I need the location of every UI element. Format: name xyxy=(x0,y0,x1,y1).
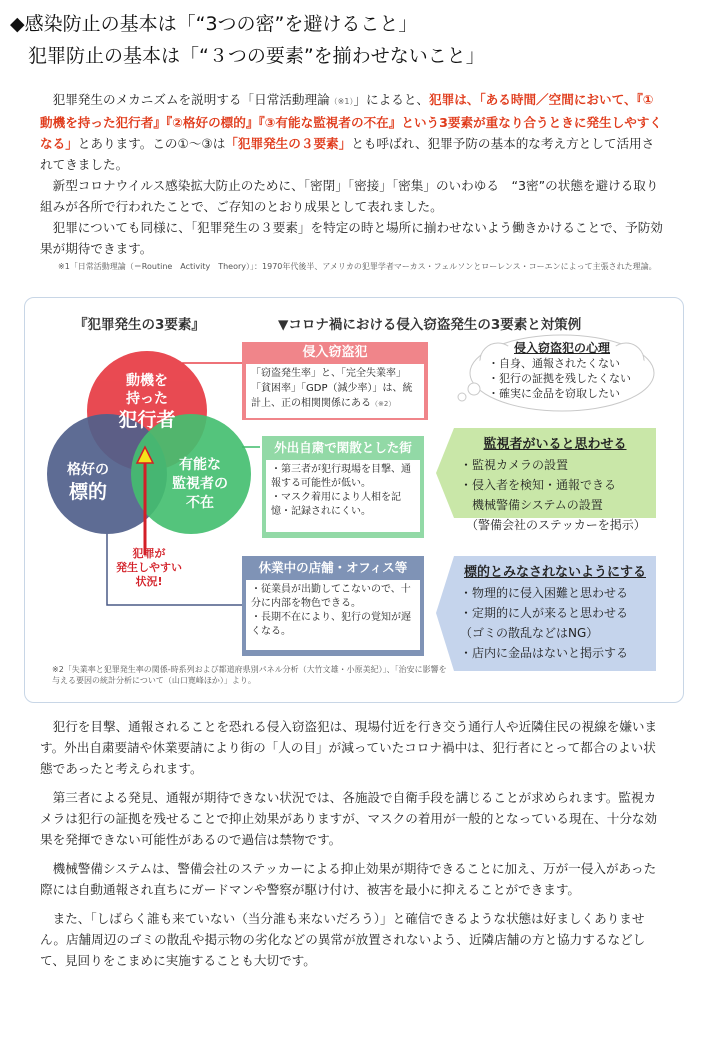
footnote-ref-2: （※2） xyxy=(371,400,396,408)
footnote-1: ※1「日常活動理論（＝Routine Activity Theory）」：1970年代後半、アメリカの犯罪学者マーカス・フェルソンとローレンス・コーエンによって主張された理論。 xyxy=(58,262,657,271)
circle-offender-line3: 犯行者 xyxy=(118,409,176,431)
center-label-line1: 犯罪が xyxy=(132,547,166,560)
countermeasure-item: （ゴミの散乱などはNG） xyxy=(460,626,599,640)
figure-right-title: ▼コロナ禍における侵入窃盗発生の3要素と対策例 xyxy=(278,317,582,333)
box-quiet-town-title: 外出自粛で閑散とした街 xyxy=(274,440,412,455)
circle-offender-label xyxy=(112,372,182,432)
footnote-ref-1: （※1） xyxy=(329,97,354,106)
box-burglar-text: 「窃盗発生率」と、「完全失業率」「貧困率」「GDP（減少率）」は、統計上、正の相関関係にある xyxy=(251,368,413,409)
intro-paragraph-1 xyxy=(40,89,666,175)
box-closed-stores xyxy=(242,556,424,656)
center-label-line2: 発生しやすい xyxy=(116,561,182,574)
intro-p1-highlight-2: 「犯罪発生の３要素」 xyxy=(225,136,352,151)
box-burglar xyxy=(242,342,428,420)
cloud-title: 侵入窃盗犯の心理 xyxy=(513,341,610,355)
intro-paragraph-2: 新型コロナウイルス感染拡大防止のために、「密閉」「密接」「密集」のいわゆる “3密”の状態を避ける取り組みが各所で行われたことで、ご存知のとおり成果として表れました。 xyxy=(40,178,659,214)
cloud-psychology xyxy=(488,341,636,401)
countermeasure-item: （警備会社のステッカーを掲示） xyxy=(460,518,646,532)
circle-guardian-label xyxy=(160,456,240,513)
body-paragraph-2: 第三者による発見、通報が期待できない状況では、各施設で自衛手段を講じることが求められます。監視カメラは犯行の証拠を残せることで抑止効果がありますが、マスクの着用が一般的となっている現在、十分な効果を発揮できない可能性があるので過信は禁物です。 xyxy=(40,790,658,847)
countermeasure-watchers xyxy=(460,435,650,535)
countermeasure-item: ・監視カメラの設置 xyxy=(460,458,569,472)
footnote-2: ※2「失業率と犯罪発生率の関係-時系列および都道府県別パネル分析（大竹文雄・小原美紀）」、「治安に影響を与える要因の統計分析について（山口寛峰ほか）」より。 xyxy=(52,665,447,685)
box-closed-stores-title: 休業中の店舗・オフィス等 xyxy=(258,560,408,575)
center-situation-label xyxy=(104,547,194,589)
countermeasure-item: ・物理的に侵入困難と思わせる xyxy=(460,586,629,600)
countermeasure-item: ・店内に金品はないと掲示する xyxy=(460,646,629,660)
circle-target-line2: 標的 xyxy=(68,481,107,503)
circle-guardian-line1: 有能な xyxy=(179,457,221,473)
countermeasure-target-title: 標的とみなされないようにする xyxy=(463,565,646,580)
countermeasure-item: ・侵入者を検知・通報できる xyxy=(460,478,617,492)
circle-target-label xyxy=(58,459,118,503)
cloud-item: ・確実に金品を窃取したい xyxy=(488,387,620,400)
intro-p1-text-c: とあります。この①～③は xyxy=(77,136,226,151)
center-label-line3: 状況! xyxy=(135,575,163,588)
intro-p1-highlight-1: 犯罪は、「ある時間／空間において、『①動機を持った犯行者』『②格好の標的』『③有能な監視者の不在』という3要素が重なり合うときに発生しやすくなる」 xyxy=(40,92,662,151)
page-title-line2: 犯罪防止の基本は「“３つの要素”を揃わせないこと」 xyxy=(28,45,485,67)
countermeasure-item: ・定期的に人が来ると思わせる xyxy=(460,606,629,620)
intro-p1-text-b: 」によると、 xyxy=(353,92,430,107)
circle-offender-line2: 持った xyxy=(126,391,168,407)
page-title-line1: ◆感染防止の基本は「“3つの密”を避けること」 xyxy=(10,13,418,35)
figure-left-title: 『犯罪発生の3要素』 xyxy=(74,317,205,333)
circle-target-line1: 格好の xyxy=(67,462,109,478)
cloud-item: ・自身、通報されたくない xyxy=(488,357,620,370)
body-paragraph-1: 犯行を目撃、通報されることを恐れる侵入窃盗犯は、現場付近を行き交う通行人や近隣住民の視線を嫌います。外出自粛要請や休業要請により街の「人の目」が減っていたコロナ禍中は、犯行者にとって都合のよい状態であったと考えられます。 xyxy=(40,719,658,776)
body-section xyxy=(40,716,666,971)
cloud-item: ・犯行の証拠を残したくない xyxy=(488,372,631,385)
circle-guardian-line3: 不在 xyxy=(186,495,214,511)
box-closed-stores-body: ・従業員が出勤してこないので、十分に内部を物色できる。 ・長期不在により、犯行の覚知が遅くなる。 xyxy=(246,580,420,650)
body-paragraph-3: 機械警備システムは、警備会社のステッカーによる抑止効果が期待できることに加え、万が一侵入があった際には自動通報され直ちにガードマンや警察が駆け付け、被害を最小に抑えることができます。 xyxy=(40,861,657,897)
box-quiet-town-body: ・第三者が犯行現場を目撃、通報する可能性が低い。 ・マスク着用により人相を記憶・記録されにくい。 xyxy=(266,460,420,532)
intro-section xyxy=(40,89,666,259)
intro-p1-text-d: とも呼ばれ、犯罪予防の基本的な考え方として活用されてきました。 xyxy=(40,136,655,172)
box-burglar-body xyxy=(246,364,424,418)
box-burglar-title: 侵入窃盗犯 xyxy=(302,345,368,360)
circle-guardian-line2: 監視者の xyxy=(172,476,228,492)
countermeasure-target xyxy=(460,563,650,663)
countermeasure-item: 機械警備システムの設置 xyxy=(460,498,603,512)
intro-paragraph-3: 犯罪についても同様に、「犯罪発生の３要素」を特定の時と場所に揃わせないよう働きかけることで、予防効果が期待できます。 xyxy=(40,220,663,256)
circle-offender-line1: 動機を xyxy=(126,373,168,389)
body-paragraph-4: また、「しばらく誰も来ていない（当分誰も来ないだろう）」と確信できるような状態は好ましくありません。店舗周辺のゴミの散乱や掲示物の劣化などの異常が放置されないよう、近隣店舗の方と協力するなどして、見回りをこまめに実施することも大切です。 xyxy=(40,911,646,968)
intro-p1-text-a: 犯罪発生のメカニズムを説明する「日常活動理論 xyxy=(52,92,330,107)
box-quiet-town xyxy=(262,436,424,538)
countermeasure-watchers-title: 監視者がいると思わせる xyxy=(483,437,627,452)
